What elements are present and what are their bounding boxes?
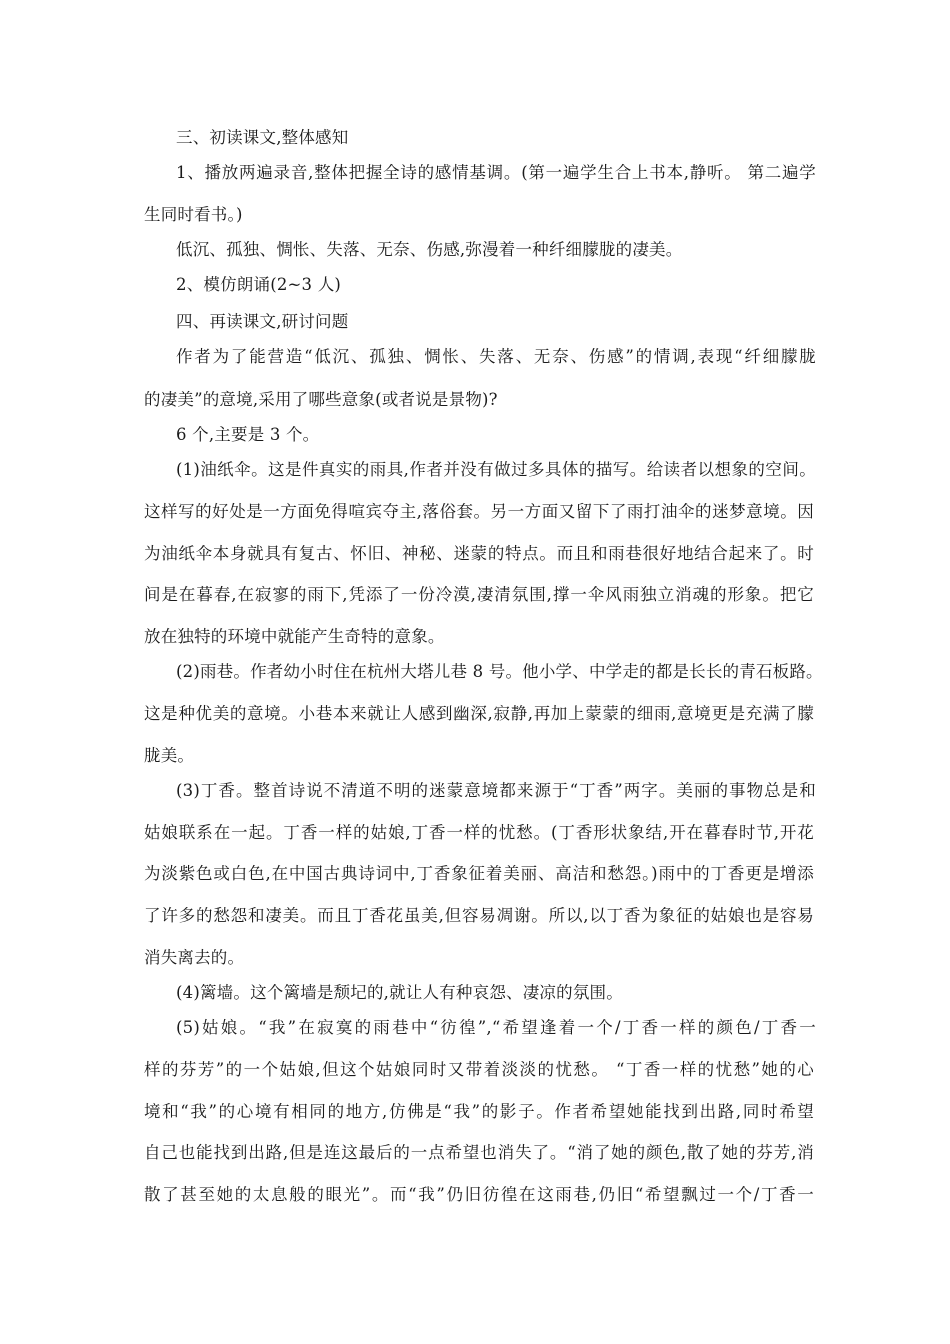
paragraph-line: 为淡紫色或白色,在中国古典诗词中,丁香象征着美丽、高洁和愁怨。)雨中的丁香更是增添 bbox=[144, 864, 814, 883]
paragraph-line: 的凄美”的意境,采用了哪些意象(或者说是景物)? bbox=[144, 390, 498, 409]
paragraph-line: 作者为了能营造“低沉、孤独、惆怅、失落、无奈、伤感”的情调,表现“纤细朦胧 bbox=[176, 347, 816, 366]
paragraph-line: (4)篱墙。这个篱墙是颓圮的,就让人有种哀怨、凄凉的氛围。 bbox=[176, 983, 623, 1002]
paragraph-line: (3)丁香。整首诗说不清道不明的迷蒙意境都来源于“丁香”两字。美丽的事物总是和 bbox=[176, 781, 816, 800]
paragraph-line: (1)油纸伞。这是件真实的雨具,作者并没有做过多具体的描写。给读者以想象的空间。 bbox=[176, 460, 816, 479]
paragraph-line: 这样写的好处是一方面免得喧宾夺主,落俗套。另一方面又留下了雨打油伞的迷梦意境。因 bbox=[144, 502, 814, 521]
paragraph-line: 放在独特的环境中就能产生奇特的意象。 bbox=[144, 627, 445, 646]
paragraph-line: 境和“我”的心境有相同的地方,仿佛是“我”的影子。作者希望她能找到出路,同时希望 bbox=[144, 1102, 814, 1121]
paragraph-line: 生同时看书。) bbox=[144, 205, 243, 224]
paragraph-line: 消失离去的。 bbox=[144, 948, 245, 967]
paragraph-line: 2、模仿朗诵(2~3 人) bbox=[176, 275, 342, 294]
paragraph-line: 散了甚至她的太息般的眼光”。而“我”仍旧彷徨在这雨巷,仍旧“希望飘过一个/丁香一 bbox=[144, 1185, 814, 1204]
paragraph-line: 低沉、孤独、惆怅、失落、无奈、伤感,弥漫着一种纤细朦胧的凄美。 bbox=[176, 240, 683, 259]
paragraph-line: 自己也能找到出路,但是连这最后的一点希望也消失了。“消了她的颜色,散了她的芬芳,消 bbox=[144, 1143, 814, 1162]
paragraph-line: 6 个,主要是 3 个。 bbox=[176, 425, 320, 444]
section-heading-4: 四、再读课文,研讨问题 bbox=[176, 312, 349, 331]
paragraph-line: 这是种优美的意境。小巷本来就让人感到幽深,寂静,再加上蒙蒙的细雨,意境更是充满了朦 bbox=[144, 704, 814, 723]
paragraph-line: 间是在暮春,在寂寥的雨下,凭添了一份冷漠,凄清氛围,撑一伞风雨独立消魂的形象。把它 bbox=[144, 585, 814, 604]
paragraph-line: 样的芬芳”的一个姑娘,但这个姑娘同时又带着淡淡的忧愁。 “丁香一样的忧愁”她的心 bbox=[144, 1060, 814, 1079]
paragraph-line: 1、播放两遍录音,整体把握全诗的感情基调。(第一遍学生合上书本,静听。 第二遍学 bbox=[176, 163, 816, 182]
paragraph-line: (2)雨巷。作者幼小时住在杭州大塔儿巷 8 号。他小学、中学走的都是长长的青石板路。 bbox=[176, 662, 823, 681]
paragraph-line: 了许多的愁怨和凄美。而且丁香花虽美,但容易凋谢。所以,以丁香为象征的姑娘也是容易 bbox=[144, 906, 814, 925]
section-heading-3: 三、初读课文,整体感知 bbox=[176, 128, 349, 147]
paragraph-line: 姑娘联系在一起。丁香一样的姑娘,丁香一样的忧愁。(丁香形状象结,开在暮春时节,开花 bbox=[144, 823, 814, 842]
paragraph-line: 为油纸伞本身就具有复古、怀旧、神秘、迷蒙的特点。而且和雨巷很好地结合起来了。时 bbox=[144, 544, 814, 563]
paragraph-line: 胧美。 bbox=[144, 746, 195, 765]
paragraph-line: (5)姑娘。“我”在寂寞的雨巷中“彷徨”,“希望逢着一个/丁香一样的颜色/丁香一 bbox=[176, 1018, 816, 1037]
